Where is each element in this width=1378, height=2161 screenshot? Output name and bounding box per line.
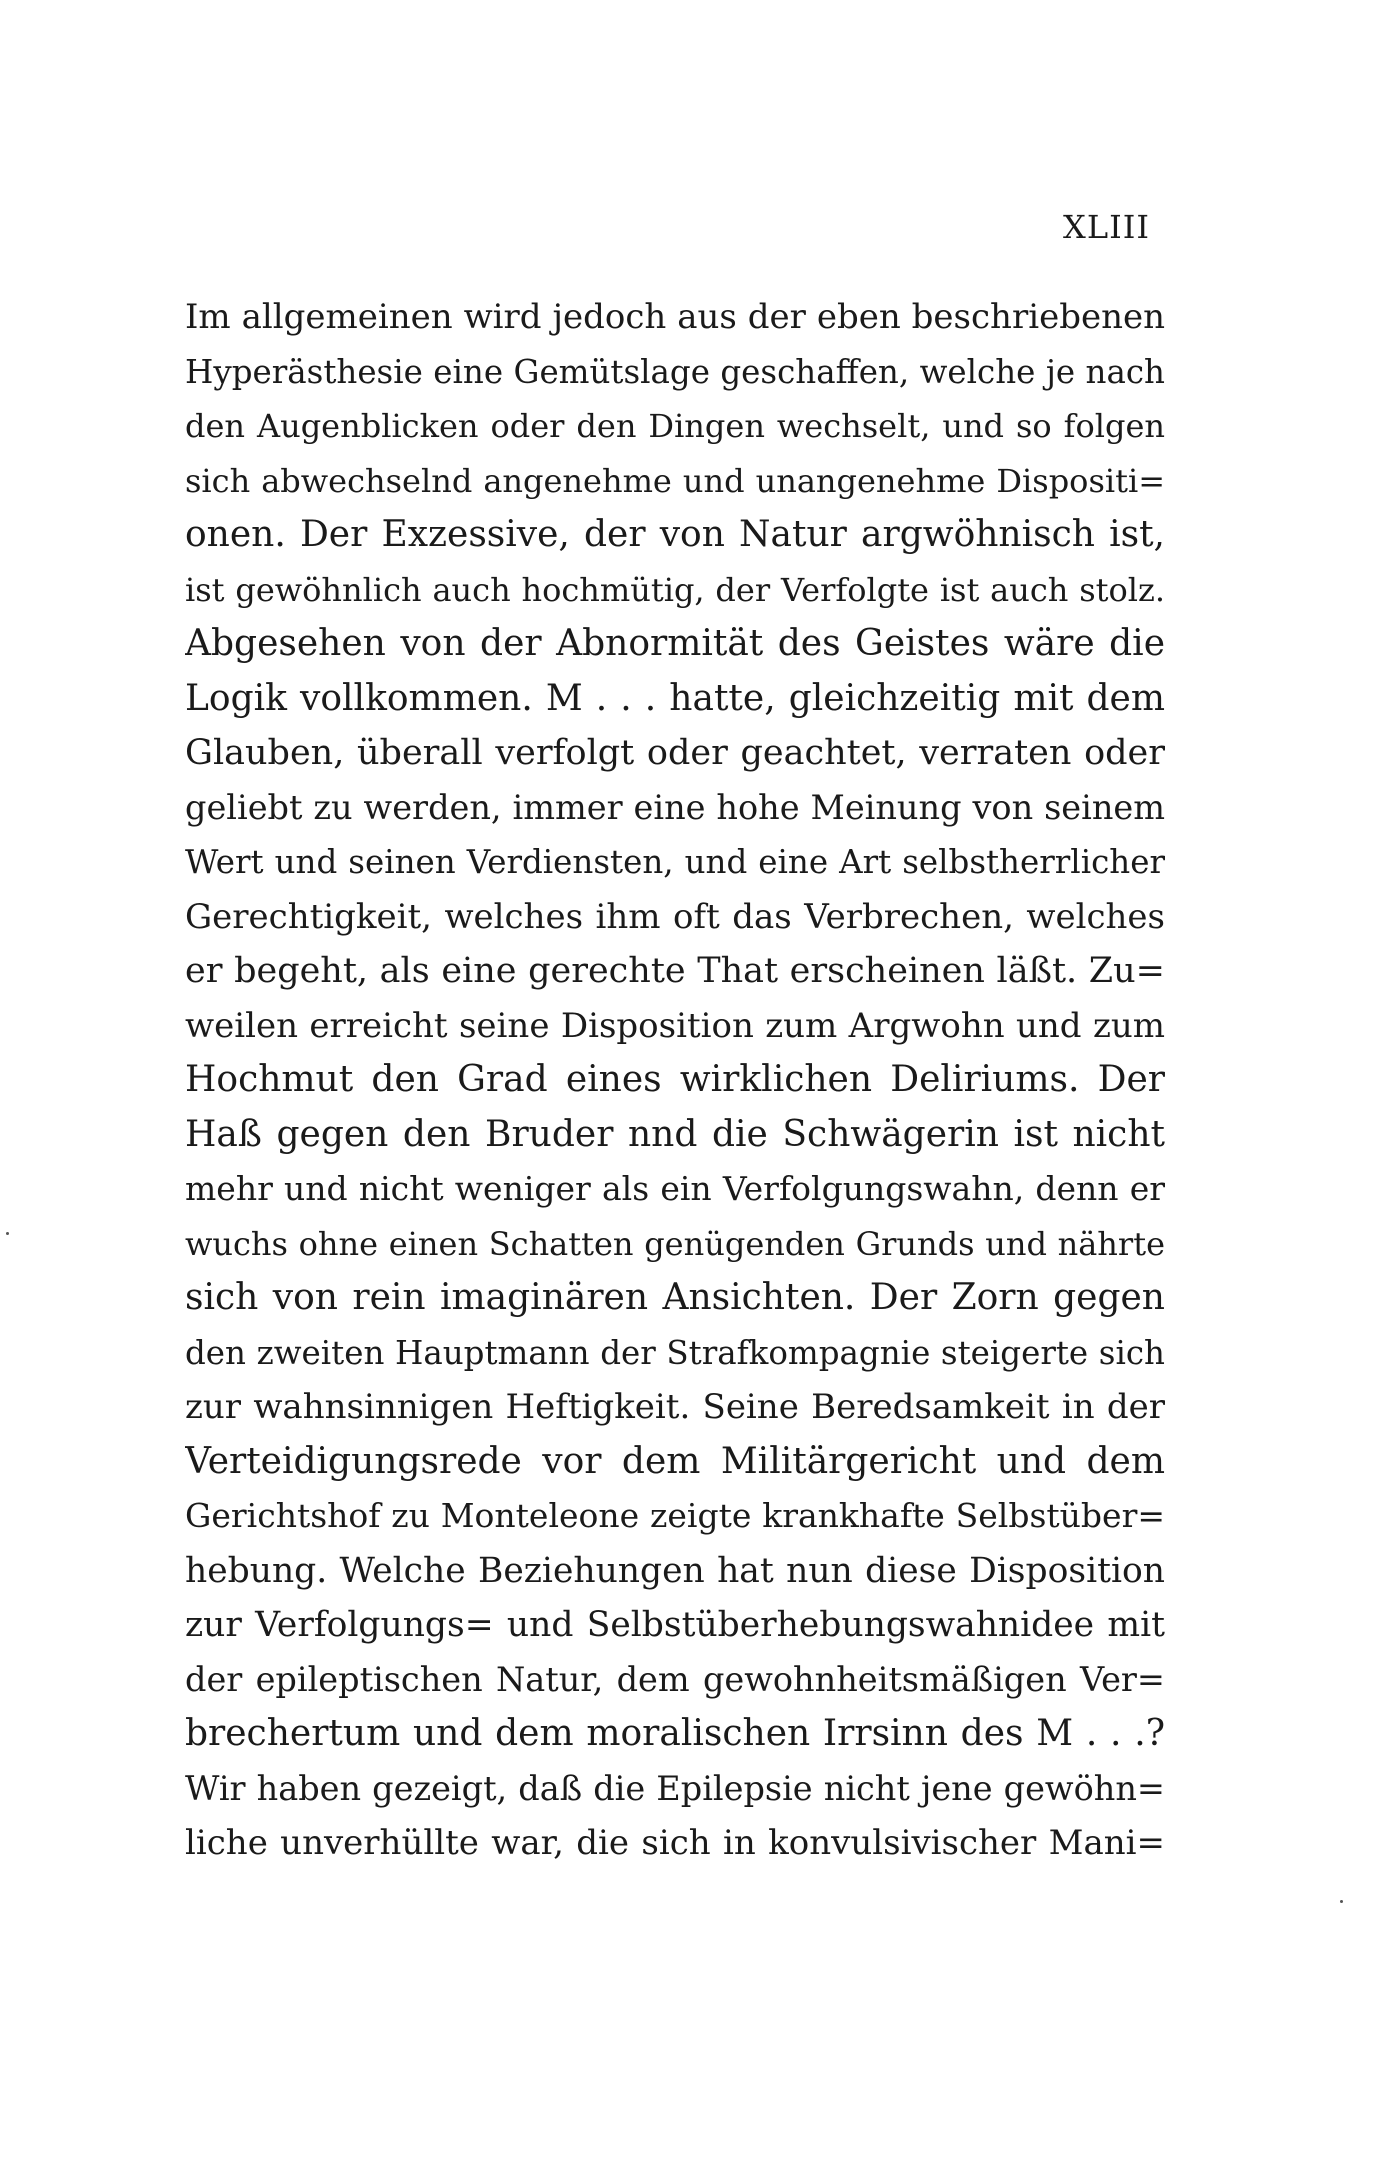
text-line: Gerichtshof zu Monteleone zeigte krankhafte Selbstüber=	[185, 1496, 1165, 1535]
text-line: weilen erreicht seine Disposition zum Argwohn und zum	[185, 1005, 1165, 1046]
text-line: zur wahnsinnigen Heftigkeit. Seine Beredsamkeit in der	[185, 1387, 1165, 1427]
paper-speck	[1340, 1900, 1343, 1903]
text-line: den zweiten Hauptmann der Strafkompagnie steigerte sich	[185, 1333, 1165, 1372]
text-line: Logik vollkommen. M . . . hatte, gleichzeitig mit dem	[185, 677, 1165, 719]
text-line: Hochmut den Grad eines wirklichen Deliriums. Der	[185, 1059, 1165, 1100]
body-text	[185, 290, 1165, 1871]
text-line: Verteidigungsrede vor dem Militärgericht und dem	[185, 1440, 1165, 1482]
page-number: XLIII	[1063, 208, 1150, 246]
text-line: onen. Der Exzessive, der von Natur argwöhnisch ist,	[185, 514, 1165, 555]
text-line: Im allgemeinen wird jedoch aus der eben beschriebenen	[185, 297, 1165, 337]
paper-speck	[6, 1232, 9, 1235]
text-line: brechertum und dem moralischen Irrsinn des M . . .?	[185, 1713, 1165, 1754]
text-line: ist gewöhnlich auch hochmütig, der Verfolgte ist auch stolz.	[185, 570, 1165, 609]
text-line: Wert und seinen Verdiensten, und eine Art selbstherrlicher	[185, 843, 1165, 881]
text-line: liche unverhüllte war, die sich in konvulsivischer Mani=	[185, 1823, 1165, 1863]
text-line: Glauben, überall verfolgt oder geachtet, verraten oder	[185, 733, 1165, 773]
text-line: mehr und nicht weniger als ein Verfolgungswahn, denn er	[185, 1169, 1165, 1208]
text-line: Abgesehen von der Abnormität des Geistes wäre die	[185, 623, 1165, 664]
text-line: geliebt zu werden, immer eine hohe Meinung von seinem	[185, 787, 1165, 827]
text-line: Hyperästhesie eine Gemütslage geschaffen, welche je nach	[185, 352, 1165, 391]
text-line: wuchs ohne einen Schatten genügenden Grunds und nährte	[185, 1224, 1165, 1263]
text-line: hebung. Welche Beziehungen hat nun diese Disposition	[185, 1550, 1165, 1591]
text-line: den Augenblicken oder den Dingen wechselt, und so folgen	[185, 407, 1165, 445]
text-line: Gerechtigkeit, welches ihm oft das Verbrechen, welches	[185, 896, 1165, 937]
text-line: er begeht, als eine gerechte That erscheinen läßt. Zu=	[185, 951, 1165, 991]
text-line: Haß gegen den Bruder nnd die Schwägerin ist nicht	[185, 1113, 1165, 1155]
text-line: sich abwechselnd angenehme und unangenehme Dispositi=	[185, 461, 1165, 500]
text-line: sich von rein imaginären Ansichten. Der Zorn gegen	[185, 1277, 1165, 1318]
text-line: Wir haben gezeigt, daß die Epilepsie nicht jene gewöhn=	[185, 1768, 1165, 1808]
text-line: zur Verfolgungs= und Selbstüberhebungswahnidee mit	[185, 1605, 1165, 1645]
text-line: der epileptischen Natur, dem gewohnheitsmäßigen Ver=	[185, 1659, 1165, 1699]
